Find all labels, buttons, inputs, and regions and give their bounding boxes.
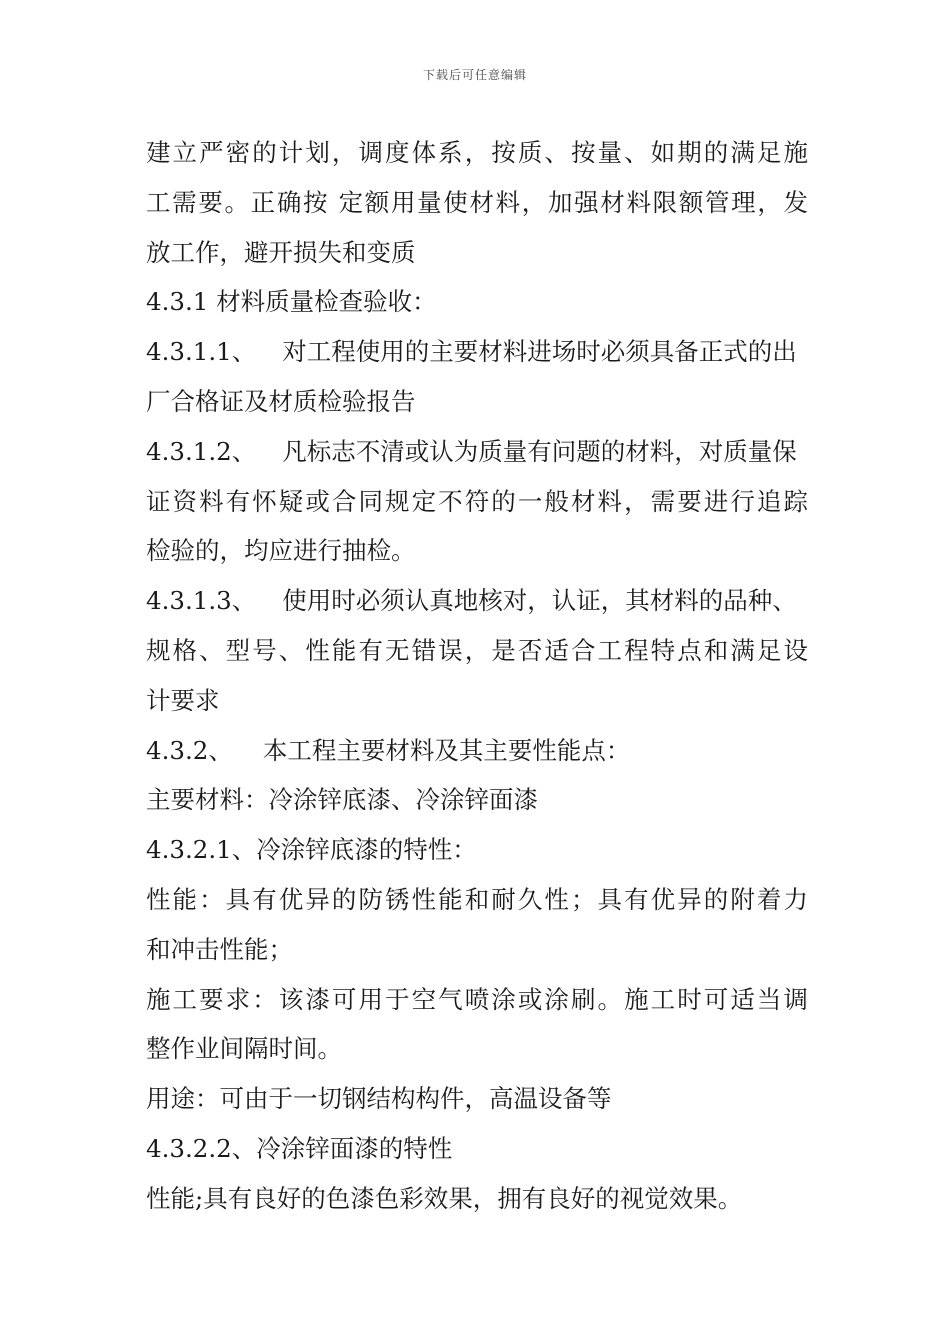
paragraph-line: 施工要求：该漆可用于空气喷涂或涂刷。施工时可适当调 xyxy=(146,984,808,1014)
clause-line xyxy=(146,576,808,626)
paragraph-line: 和冲击性能； xyxy=(146,934,293,964)
clause-text: 对工程使用的主要材料进场时必须具备正式的出 xyxy=(282,337,797,367)
clause-text: 凡标志不清或认为质量有问题的材料，对质量保 xyxy=(282,436,797,466)
paragraph-line: 检验的，均应进行抽检。 xyxy=(146,536,416,566)
clause-line xyxy=(146,726,808,776)
page-header-watermark: 下载后可任意编辑 xyxy=(422,68,527,82)
paragraph-line: 整作业间隔时间。 xyxy=(146,1034,342,1064)
section-heading: 4.3.2.2、冷涂锌面漆的特性 xyxy=(146,1133,453,1163)
paragraph-line: 厂合格证及材质检验报告 xyxy=(146,386,416,416)
document-body xyxy=(146,128,808,1224)
clause-line xyxy=(146,427,808,477)
clause-number: 4.3.1.1、 xyxy=(146,337,257,367)
paragraph-line: 计要求 xyxy=(146,685,220,715)
clause-number: 4.3.2、 xyxy=(146,735,233,765)
paragraph-line: 主要材料：冷涂锌底漆、冷涂锌面漆 xyxy=(146,785,538,815)
clause-text: 本工程主要材料及其主要性能点： xyxy=(262,735,631,765)
clause-number: 4.3.1.2、 xyxy=(146,436,257,466)
paragraph-line: 性能：具有优异的防锈性能和耐久性；具有优异的附着力 xyxy=(146,884,808,914)
paragraph-line: 性能;具有良好的色漆色彩效果，拥有良好的视觉效果。 xyxy=(146,1183,743,1213)
paragraph-line: 放工作，避开损失和变质 xyxy=(146,237,416,267)
paragraph-line: 规格、型号、性能有无错误，是否适合工程特点和满足设 xyxy=(146,635,808,665)
paragraph-line: 建立严密的计划，调度体系，按质、按量、如期的满足施 xyxy=(146,138,808,167)
clause-line xyxy=(146,327,808,377)
paragraph-line: 用途：可由于一切钢结构构件，高温设备等 xyxy=(146,1084,612,1114)
section-heading: 4.3.1 材料质量检查验收： xyxy=(146,287,437,317)
paragraph-line: 工需要。正确按 定额用量使材料，加强材料限额管理，发 xyxy=(146,187,808,217)
clause-text: 使用时必须认真地核对，认证，其材料的品种、 xyxy=(282,586,797,616)
paragraph-line: 证资料有怀疑或合同规定不符的一般材料，需要进行追踪 xyxy=(146,486,808,516)
section-heading: 4.3.2.1、冷涂锌底漆的特性： xyxy=(146,835,477,865)
clause-number: 4.3.1.3、 xyxy=(146,586,257,616)
